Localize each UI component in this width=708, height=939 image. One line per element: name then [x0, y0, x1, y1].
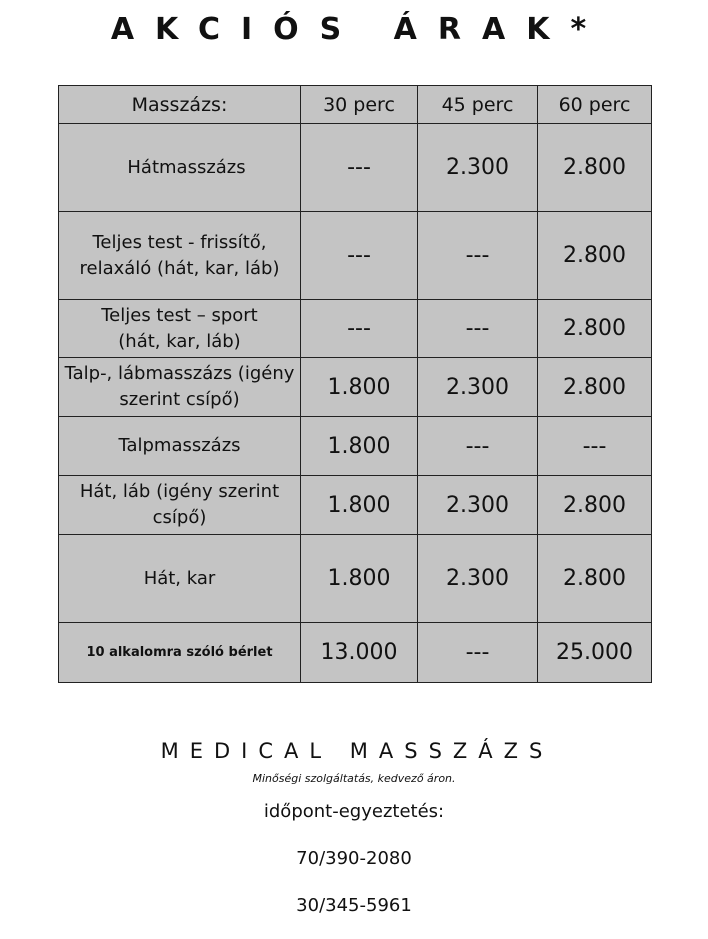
brand-name: MEDICAL MASSZÁZS [160, 739, 554, 763]
table-row [59, 623, 652, 683]
price-30: --- [301, 300, 418, 358]
price-60: 2.800 [538, 476, 652, 535]
phone-number-2: 30/345-5961 [296, 895, 412, 916]
price-45: --- [418, 623, 538, 683]
row-name: Hátmasszázs [59, 124, 301, 212]
price-30: --- [301, 212, 418, 300]
phone-number-1: 70/390-2080 [296, 848, 412, 869]
price-45: --- [418, 212, 538, 300]
table-header-row [59, 86, 652, 124]
price-60: 2.800 [538, 300, 652, 358]
table-row [59, 212, 652, 300]
price-60: 2.800 [538, 358, 652, 417]
row-name: Hát, láb (igény szerint csípő) [59, 476, 301, 535]
price-table [58, 85, 652, 683]
price-60: 2.800 [538, 212, 652, 300]
column-header-60: 60 perc [538, 86, 652, 124]
appointment-label: időpont-egyeztetés: [263, 801, 445, 822]
table-row [59, 476, 652, 535]
row-name: Talp-, lábmasszázs (igény szerint csípő) [59, 358, 301, 417]
page-title: AKCIÓS ÁRAK* [110, 12, 608, 47]
tagline: Minőségi szolgáltatás, kedvező áron. [252, 772, 456, 785]
price-45: 2.300 [418, 358, 538, 417]
column-header-30: 30 perc [301, 86, 418, 124]
price-45: 2.300 [418, 476, 538, 535]
price-30: 13.000 [301, 623, 418, 683]
table-row [59, 417, 652, 476]
price-30: 1.800 [301, 476, 418, 535]
price-45: 2.300 [418, 535, 538, 623]
table-row [59, 300, 652, 358]
row-name: Teljes test - frissítő, relaxáló (hát, kar, láb) [59, 212, 301, 300]
row-name: Hát, kar [59, 535, 301, 623]
price-60: --- [538, 417, 652, 476]
column-header-45: 45 perc [418, 86, 538, 124]
price-30: 1.800 [301, 535, 418, 623]
row-name: 10 alkalomra szóló bérlet [59, 623, 301, 683]
price-60: 2.800 [538, 535, 652, 623]
table-row [59, 358, 652, 417]
price-45: --- [418, 417, 538, 476]
price-60: 2.800 [538, 124, 652, 212]
price-30: 1.800 [301, 417, 418, 476]
price-45: --- [418, 300, 538, 358]
price-60: 25.000 [538, 623, 652, 683]
row-name: Talpmasszázs [59, 417, 301, 476]
price-30: --- [301, 124, 418, 212]
column-header-massage: Masszázs: [59, 86, 301, 124]
price-30: 1.800 [301, 358, 418, 417]
price-45: 2.300 [418, 124, 538, 212]
table-row [59, 124, 652, 212]
row-name: Teljes test – sport (hát, kar, láb) [59, 300, 301, 358]
table-row [59, 535, 652, 623]
